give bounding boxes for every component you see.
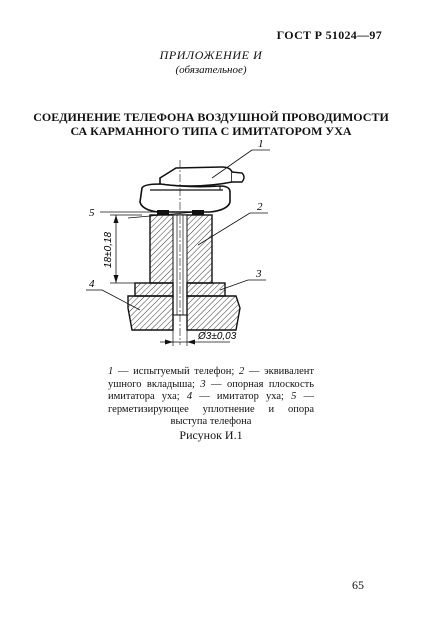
technical-drawing: [80, 140, 350, 350]
document-title: [0, 110, 422, 138]
title-line-2: СА КАРМАННОГО ТИПА С ИМИТАТОРОМ УХА: [70, 124, 352, 138]
annex-title: ПРИЛОЖЕНИЕ И: [159, 48, 263, 62]
diameter-dimension-label: Ø3±0,03: [198, 331, 237, 342]
svg-text:4: 4: [89, 278, 95, 290]
svg-text:5: 5: [89, 207, 95, 219]
annex-status: (обязательное): [175, 64, 247, 76]
document-code: ГОСТ Р 51024—97: [276, 28, 382, 42]
svg-text:1: 1: [258, 140, 264, 150]
figure-label: Рисунок И.1: [179, 428, 243, 442]
label-3: [220, 268, 266, 290]
figure-caption: 1 — испытуемый телефон; 2 — эквивалент ушного вкладыша; 3 — опорная плоскость имитатора уха; 4 — имитатор уха; 5 — герметизирующее уплотнение и опора выступа телефона: [108, 366, 314, 427]
svg-text:2: 2: [257, 201, 263, 213]
page-number: 65: [352, 578, 364, 592]
telephone-body: [140, 167, 244, 212]
svg-text:3: 3: [256, 268, 262, 280]
title-line-1: СОЕДИНЕНИЕ ТЕЛЕФОНА ВОЗДУШНОЙ ПРОВОДИМОСТИ: [33, 110, 389, 124]
height-dimension-label: 18±0,18: [103, 231, 114, 268]
height-dimension: [103, 215, 142, 283]
